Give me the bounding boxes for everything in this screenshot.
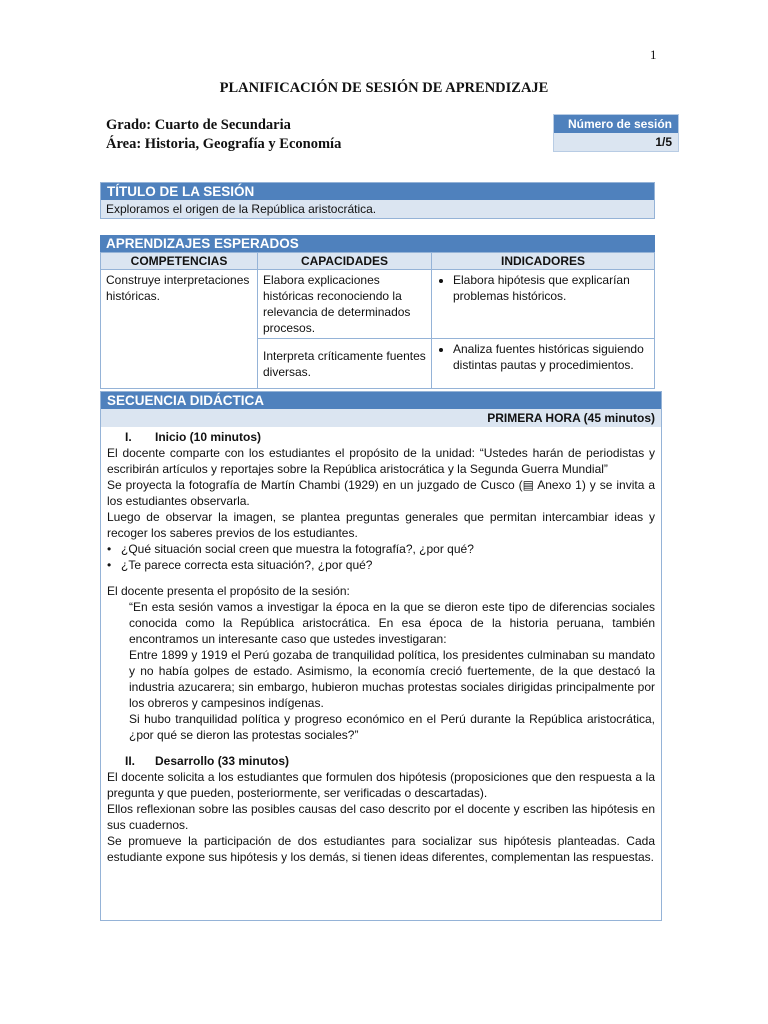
question-item: • ¿Qué situación social creen que muestra la fotografía?, ¿por qué? bbox=[107, 541, 655, 557]
indicador-item: • Analiza fuentes históricas siguiendo distintas pautas y procedimientos. bbox=[453, 341, 649, 373]
session-title-text: Exploramos el origen de la República aristocrática. bbox=[101, 200, 654, 218]
page-number: 1 bbox=[650, 47, 657, 62]
paragraph: Luego de observar la imagen, se plantea preguntas generales que permitan intercambiar ideas y recoger los saberes previos de los estudiantes. bbox=[107, 510, 655, 540]
hour-label: PRIMERA HORA (45 minutos) bbox=[101, 409, 661, 427]
column-header: INDICADORES bbox=[432, 253, 655, 270]
paragraph: El docente presenta el propósito de la sesión: bbox=[107, 584, 350, 598]
expected-learning-section bbox=[100, 235, 655, 389]
session-title-header: TÍTULO DE LA SESIÓN bbox=[101, 183, 654, 200]
sequence-content bbox=[101, 427, 661, 867]
section-title: Inicio (10 minutos) bbox=[155, 430, 262, 444]
paragraph: El docente comparte con los estudiantes el propósito de la unidad: “Ustedes harán de periodistas y escribirán artículos y reportajes sobre la República aristocrática y la Segunda Guerra Mundial” bbox=[107, 446, 655, 476]
quote-paragraph: Entre 1899 y 1919 el Perú gozaba de tranquilidad política, los presidentes culminaban su mandato y no había golpes de estado. Asimismo, la economía creció fuertemente, de la que destacó la industria azucarera; sin embargo, hubieron muchas protestas sociales dirigidas principalmente por los obreros y campesinos indígenas. bbox=[129, 648, 655, 710]
expected-learning-table bbox=[100, 252, 655, 389]
section-heading-desarrollo bbox=[107, 753, 655, 769]
paragraph: Se promueve la participación de dos estudiantes para socializar sus hipótesis planteadas. Cada estudiante expone sus hipótesis y los demás, si tienen ideas diferentes, complementan las respuestas. bbox=[107, 834, 655, 864]
section-number: I. bbox=[125, 430, 132, 444]
capacidad-cell: Interpreta críticamente fuentes diversas. bbox=[258, 339, 432, 389]
paragraph: Ellos reflexionan sobre las posibles causas del caso descrito por el docente y escriben las hipótesis en sus cuadernos. bbox=[107, 802, 655, 832]
didactic-sequence-header: SECUENCIA DIDÁCTICA bbox=[101, 392, 661, 409]
expected-learning-header: APRENDIZAJES ESPERADOS bbox=[100, 235, 655, 252]
didactic-sequence-section bbox=[100, 391, 662, 921]
indicador-cell bbox=[432, 339, 655, 389]
capacidad-cell: Elabora explicaciones históricas reconociendo la relevancia de determinados procesos. bbox=[258, 270, 432, 339]
session-number-label: Número de sesión bbox=[554, 115, 678, 133]
column-header: CAPACIDADES bbox=[258, 253, 432, 270]
competencia-cell: Construye interpretaciones históricas. bbox=[101, 270, 258, 389]
section-title: Desarrollo (33 minutos) bbox=[155, 754, 290, 768]
question-item: • ¿Te parece correcta esta situación?, ¿por qué? bbox=[107, 557, 655, 573]
session-title-box bbox=[100, 182, 655, 219]
section-number: II. bbox=[125, 754, 136, 768]
session-number-value: 1/5 bbox=[554, 133, 678, 151]
session-number-box bbox=[553, 114, 679, 152]
quote-paragraph: “En esta sesión vamos a investigar la época en la que se dieron este tipo de diferencias sociales conocida como la República aristocrática. En esa época de la historia peruana, también encontramos un interesante caso que ustedes investigaran: bbox=[129, 600, 655, 646]
indicador-item: • Elabora hipótesis que explicarían problemas históricos. bbox=[453, 272, 649, 304]
indicador-cell bbox=[432, 270, 655, 339]
area-line: Área: Historia, Geografía y Economía bbox=[106, 136, 342, 152]
column-header: COMPETENCIAS bbox=[101, 253, 258, 270]
grade-line: Grado: Cuarto de Secundaria bbox=[106, 117, 291, 133]
section-heading-inicio bbox=[107, 429, 655, 445]
paragraph: El docente solicita a los estudiantes que formulen dos hipótesis (proposiciones que den respuesta a la pregunta y que pueden, posteriormente, ser verificadas o descartadas). bbox=[107, 770, 655, 800]
quote-paragraph: Si hubo tranquilidad política y progreso económico en el Perú durante la República aristocrática, ¿por qué se dieron las protestas sociales?” bbox=[129, 712, 655, 742]
paragraph: Se proyecta la fotografía de Martín Chambi (1929) en un juzgado de Cusco (▤ Anexo 1) y se invita a los estudiantes observarla. bbox=[107, 478, 655, 508]
document-title: PLANIFICACIÓN DE SESIÓN DE APRENDIZAJE bbox=[219, 80, 549, 96]
